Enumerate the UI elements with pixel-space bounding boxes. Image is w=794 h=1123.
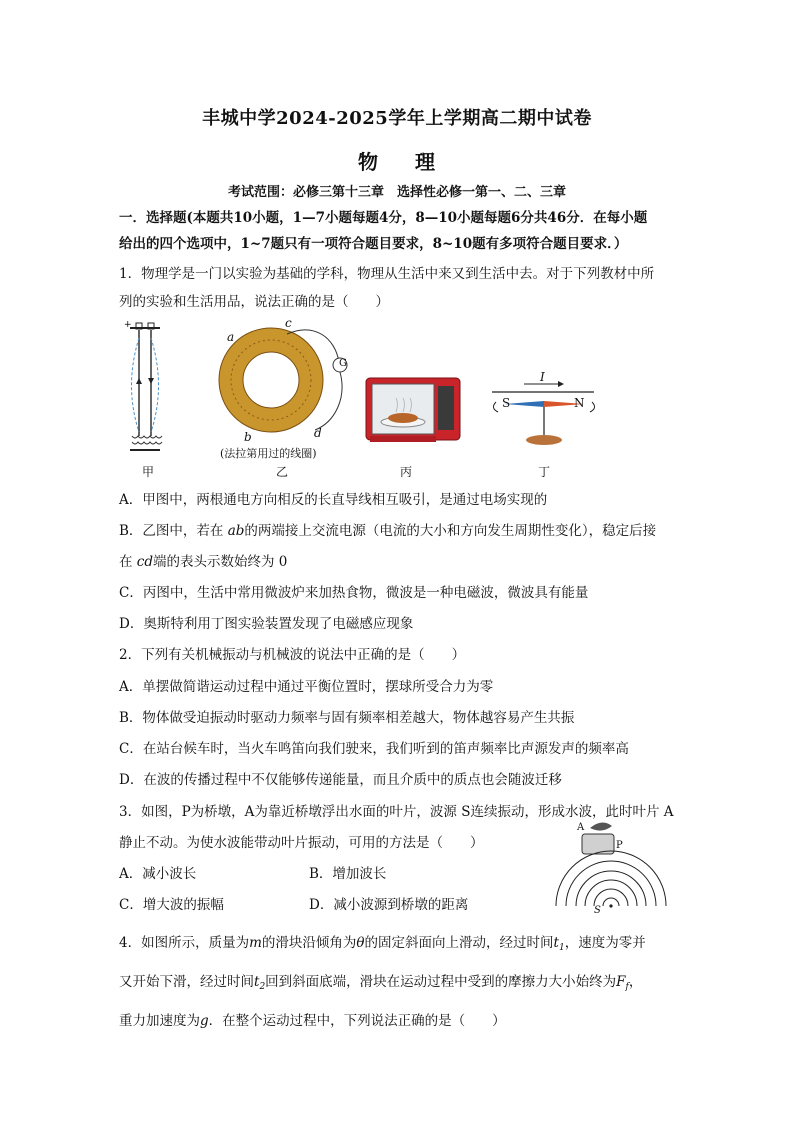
var-g: g [200, 1013, 209, 1029]
var-m: m [249, 935, 262, 951]
q1-stem-line-1: 1．物理学是一门以实验为基础的学科，物理从生活中来又到生活中去。对于下列教材中所 [119, 266, 655, 282]
q1-option-b-line-1[interactable] [119, 519, 656, 539]
figure-q3-water-waves [552, 818, 670, 916]
q3-stem-line-1: 3．如图，P为桥墩，A为靠近桥墩浮出水面的叶片，波源 S连续振动，形成水波，此时叶片 A [119, 804, 674, 820]
q4-text-3a: 重力加速度为 [119, 1013, 200, 1029]
north-pole-label: N [574, 396, 585, 410]
q4-stem-line-3 [119, 1009, 506, 1029]
q1-option-d[interactable]: D．奥斯特利用丁图实验装置发现了电磁感应现象 [119, 616, 414, 632]
point-c-label: c [285, 316, 292, 330]
point-d-label: d [314, 426, 322, 440]
galvanometer-icon: G [339, 358, 347, 369]
q1-option-b-text-post: 的两端接上交流电源（电流的大小和方向发生周期性变化），稳定后接 [244, 523, 657, 539]
figure-jia-label: 甲 [142, 465, 155, 479]
q1-option-b2-post: 端的表头示数始终为 0 [153, 554, 288, 570]
q4-text-2a: 又开始下滑，经过时间 [119, 974, 254, 990]
q3-option-d[interactable]: D．减小波源到桥墩的距离 [309, 897, 469, 913]
var-t2: t [254, 974, 260, 990]
q1-option-a[interactable]: A．甲图中，两根通电方向相反的长直导线相互吸引，是通过电场实现的 [119, 492, 548, 508]
figure-ding-label: 丁 [538, 465, 551, 479]
var-t1-subscript: 1 [558, 943, 565, 953]
figure-yi-caption: (法拉第用过的线圈) [220, 447, 317, 460]
var-t1: t [553, 935, 559, 951]
q4-stem-line-1 [119, 931, 646, 953]
svg-text:+: + [124, 320, 132, 330]
q1-option-c[interactable]: C．丙图中，生活中常用微波炉来加热食物，微波是一种电磁波，微波具有能量 [119, 585, 589, 601]
section-instruction-line-2: 给出的四个选项中，1~7题只有一项符合题目要求，8~10题有多项符合题目要求．） [119, 236, 628, 252]
pier-label-p: P [616, 840, 623, 851]
var-ab: ab [227, 523, 245, 539]
q3-option-b[interactable]: B．增加波长 [309, 866, 387, 882]
q1-option-b2-pre: 在 [119, 554, 137, 570]
figure-yi-faraday-coil [215, 318, 355, 446]
section-instruction-line-1: 一．选择题(本题共10小题，1—7小题每题4分，8—10小题每题6分共46分．在每小题 [119, 210, 648, 226]
q4-text-2c: ， [628, 974, 643, 990]
q1-stem-line-2: 列的实验和生活用品，说法正确的是（ ） [119, 294, 389, 310]
q4-text-3b: ．在整个运动过程中，下列说法正确的是（ ） [208, 1013, 506, 1029]
q3-option-a[interactable]: A．减小波长 [119, 866, 197, 882]
q2-option-a[interactable]: A．单摆做简谐运动过程中通过平衡位置时，摆球所受合力为零 [119, 679, 494, 695]
subject-char-2: 理 [415, 150, 436, 174]
figure-jia-parallel-wires [120, 318, 172, 458]
leaf-label-a: A [577, 822, 585, 833]
subject-char-1: 物 [358, 150, 379, 174]
q4-text-1d: ，速度为零并 [564, 935, 646, 951]
q4-text-1a: 4．如图所示，质量为 [119, 935, 250, 951]
var-ff-subscript: f [625, 982, 629, 992]
var-ff: F [616, 974, 626, 990]
q3-option-c[interactable]: C．增大波的振幅 [119, 897, 224, 913]
q1-option-b-line-2 [119, 550, 287, 570]
q4-text-1b: 的滑块沿倾角为 [261, 935, 357, 951]
south-pole-label: S [502, 396, 511, 410]
exam-scope: 考试范围：必修三第十三章 选择性必修一第一、二、三章 [227, 185, 566, 200]
var-cd: cd [136, 554, 153, 570]
q2-option-b[interactable]: B．物体做受迫振动时驱动力频率与固有频率相差越大，物体越容易产生共振 [119, 710, 575, 726]
q1-option-b-text-pre: B．乙图中，若在 [119, 523, 228, 539]
var-t2-subscript: 2 [259, 982, 266, 992]
current-label: I [540, 370, 545, 384]
figure-bing-label: 丙 [400, 465, 413, 479]
q4-text-1c: 的固定斜面向上滑动，经过时间 [364, 935, 554, 951]
point-b-label: b [244, 430, 252, 444]
source-label-s: S [594, 905, 601, 916]
point-a-label: a [227, 330, 235, 344]
figure-bing-microwave [364, 372, 464, 452]
q2-stem: 2．下列有关机械振动与机械波的说法中正确的是（ ） [119, 647, 466, 663]
figure-yi-label: 乙 [276, 465, 289, 479]
q4-text-2b: 回到斜面底端，滑块在运动过程中受到的摩擦力大小始终为 [265, 974, 617, 990]
exam-title: 丰城中学2024-2025学年上学期高二期中试卷 [202, 108, 592, 129]
q3-stem-line-2: 静止不动。为使水波能带动叶片振动，可用的方法是（ ） [119, 835, 484, 851]
subject-heading [0, 146, 794, 175]
q2-option-d[interactable]: D．在波的传播过程中不仅能够传递能量，而且介质中的质点也会随波迁移 [119, 772, 562, 788]
q2-option-c[interactable]: C．在站台候车时，当火车鸣笛向我们驶来，我们听到的笛声频率比声源发声的频率高 [119, 741, 629, 757]
var-theta: θ [356, 935, 365, 951]
q4-stem-line-2 [119, 970, 642, 992]
